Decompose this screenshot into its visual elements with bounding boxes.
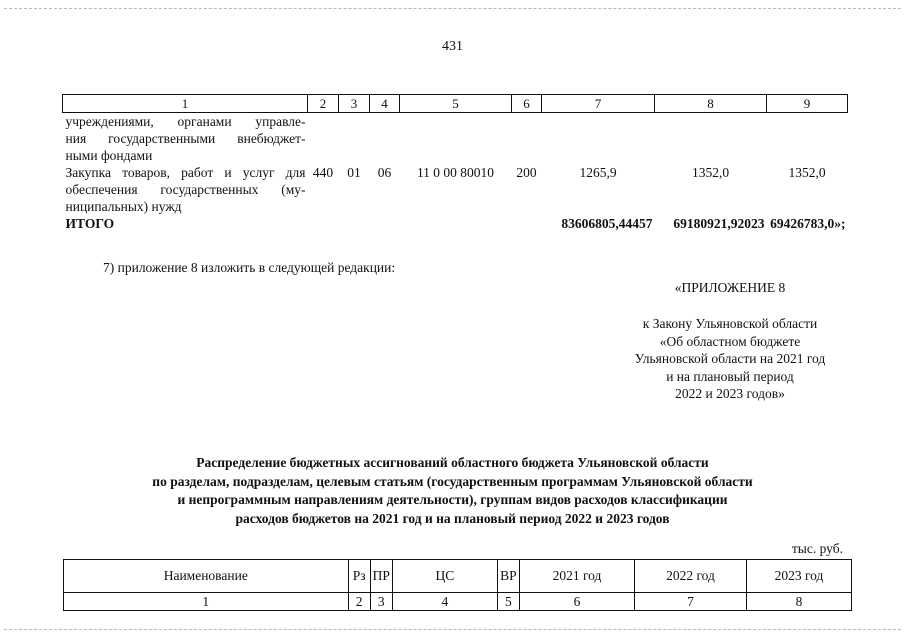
column-number: 7 [635, 593, 747, 611]
row-name-line: ния государственными внебюджет- [65, 131, 306, 146]
column-number: 8 [747, 593, 852, 611]
row-name-line: Закупка товаров, работ и услуг для [65, 165, 306, 180]
column-header-row [64, 560, 852, 593]
column-number: 3 [370, 593, 392, 611]
cell-code: 11 0 00 80010 [416, 165, 495, 180]
column-header-2022: 2022 год [635, 560, 747, 593]
scan-edge-top [4, 8, 901, 9]
total-2023: 69426783,0»; [770, 216, 846, 231]
cell-2021: 1265,9 [579, 165, 617, 180]
appendix-line: к Закону Ульяновской области [642, 316, 818, 331]
units-label: тыс. руб. [791, 541, 843, 556]
heading-line: Распределение бюджетных ассигнований областного бюджета Ульяновской области [196, 455, 709, 470]
column-header-name: Наименование [64, 560, 349, 593]
column-number-1: 1 [63, 95, 308, 113]
total-2022: 69180921,92023 [673, 216, 765, 231]
column-header-2023: 2023 год [747, 560, 852, 593]
column-number-5: 5 [400, 95, 512, 113]
cell-cs: 06 [377, 165, 392, 180]
cell-vr: 200 [516, 165, 537, 180]
column-number: 5 [497, 593, 519, 611]
row-name-line: учреждениями, органами управле- [65, 114, 306, 129]
total-row [63, 215, 848, 232]
section-heading [0, 454, 905, 528]
column-number-4: 4 [370, 95, 400, 113]
heading-line: по разделам, подразделам, целевым статьям (государственным программам Ульяновской области [152, 473, 753, 489]
column-number-8: 8 [655, 95, 767, 113]
budget-table-continuation [62, 94, 848, 232]
table-row [63, 113, 848, 165]
column-header-rz: Рз [348, 560, 370, 593]
column-number-3: 3 [339, 95, 370, 113]
column-number: 2 [348, 593, 370, 611]
appendix-line: Ульяновской области на 2021 год [634, 351, 826, 366]
column-header-2021: 2021 год [520, 560, 635, 593]
table-header-row [63, 95, 848, 113]
cell-pr: 01 [347, 165, 361, 180]
column-number-row [64, 593, 852, 611]
appendix-title: «ПРИЛОЖЕНИЕ 8 [674, 280, 786, 295]
instruction-text: 7) приложение 8 изложить в следующей редакции: [103, 260, 396, 275]
column-number-6: 6 [512, 95, 542, 113]
allocation-table-header [63, 559, 852, 611]
column-number-2: 2 [308, 95, 339, 113]
heading-line: и непрограммным направлениям деятельности), группам видов расходов классификации [177, 492, 728, 507]
appendix-line: 2022 и 2023 годов» [675, 386, 785, 401]
total-2021: 83606805,44457 [561, 216, 653, 231]
scan-edge-bottom [4, 629, 901, 630]
column-number: 4 [392, 593, 497, 611]
column-number-7: 7 [542, 95, 655, 113]
column-number: 1 [64, 593, 349, 611]
appendix-line: «Об областном бюджете [659, 333, 801, 349]
cell-2023: 1352,0 [788, 165, 826, 180]
column-number-9: 9 [767, 95, 848, 113]
appendix-line: и на плановый период [666, 368, 794, 384]
row-name [63, 113, 308, 165]
row-name-line: обеспечения государственных (му- [65, 182, 306, 197]
appendix-reference [600, 315, 860, 403]
row-name-line: ными фондами [65, 148, 153, 163]
row-name [63, 164, 308, 215]
cell-2022: 1352,0 [691, 165, 730, 180]
column-header-vr: ВР [497, 560, 519, 593]
table-row [63, 164, 848, 215]
total-label: ИТОГО [65, 216, 115, 231]
cell-rz: 440 [312, 165, 334, 180]
column-number: 6 [520, 593, 635, 611]
column-header-pr: ПР [370, 560, 392, 593]
row-name-line: ниципальных) нужд [65, 199, 182, 214]
heading-line: расходов бюджетов на 2021 год и на плановый период 2022 и 2023 годов [235, 510, 670, 526]
column-header-cs: ЦС [392, 560, 497, 593]
page-number: 431 [442, 39, 463, 54]
